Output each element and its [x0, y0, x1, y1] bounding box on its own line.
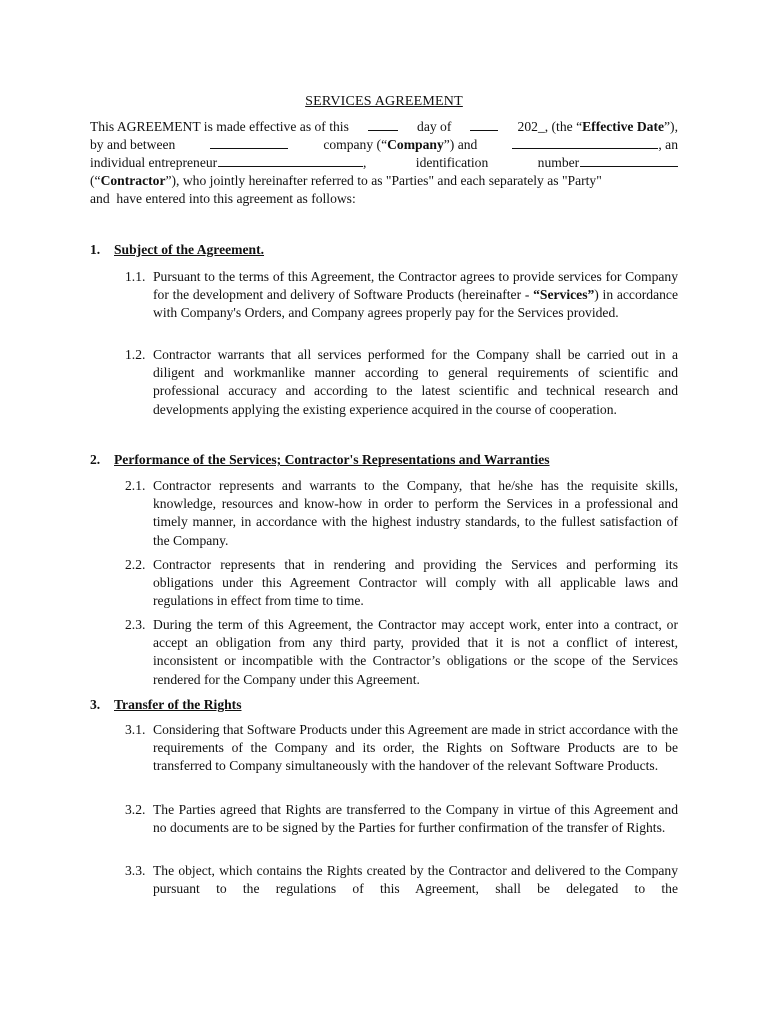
clause	[125, 346, 678, 419]
section-heading	[90, 697, 242, 713]
clause-number: 2.1.	[125, 478, 146, 493]
preamble-text: individual entrepreneur	[90, 155, 218, 170]
preamble-line-4	[90, 172, 678, 190]
blank-day	[368, 118, 398, 131]
clause-number: 3.1.	[125, 722, 146, 737]
document-title: SERVICES AGREEMENT	[305, 94, 463, 109]
clause-text: The Parties agreed that Rights are transferred to the Company in virtue of this Agreement and no documents are to be signed by the Parties for further confirmation of the transfer of Rights.	[153, 802, 678, 836]
clause	[125, 556, 678, 611]
blank-contractor-name	[512, 136, 658, 149]
clause-number: 3.2.	[125, 802, 146, 817]
preamble-text: (“	[90, 173, 101, 188]
blank-identification-number	[580, 154, 678, 167]
clause-text: During the term of this Agreement, the Contractor may accept work, enter into a contract, or accept an obligation from any third party, provided that it is not a conflict of interest, inconsistent or incompatible with the Contractor’s obligations or the scope of the Services rendered for the Company under this Agreement.	[153, 617, 678, 687]
clause-text: Contractor represents that in rendering and providing the Services and performing its obligations under this Agreement Contractor will comply with all applicable laws and regulations in effect from time to time.	[153, 557, 678, 609]
preamble-text: ”), who jointly hereinafter referred to as "Parties" and each separately as "Party"	[165, 173, 602, 188]
preamble-text: ”),	[664, 119, 678, 134]
clause-number: 1.2.	[125, 347, 146, 362]
preamble-line-5	[90, 190, 678, 208]
clause-text-part: ) in accordance with Company's Orders, and Company agrees properly pay for the Services provided.	[153, 287, 678, 321]
preamble-text: ”) and	[443, 137, 478, 152]
clause	[125, 862, 678, 898]
preamble-text: by and between	[90, 137, 176, 152]
clause	[125, 721, 678, 776]
clause-number: 1.1.	[125, 269, 146, 284]
clause-number: 2.3.	[125, 617, 146, 632]
company-term: Company	[387, 137, 444, 152]
clause-text: Contractor represents and warrants to the Company, that he/she has the requisite skills, knowledge, resources and know-how in order to perform the Services in a professional and timely manner, in accordance with the highest industry standards, to the fullest satisfaction of the Company.	[153, 478, 678, 548]
section-number: 3.	[90, 697, 101, 712]
contractor-term: Contractor	[100, 173, 166, 188]
preamble-line-2	[90, 136, 678, 154]
clause	[125, 268, 678, 323]
preamble-text: company (“	[323, 137, 388, 152]
blank-entrepreneur-name	[218, 154, 363, 167]
preamble-text: and have entered into this agreement as follows:	[90, 191, 356, 206]
clause	[125, 477, 678, 550]
section-number: 2.	[90, 452, 101, 467]
section-number: 1.	[90, 242, 101, 257]
preamble-text: 202_, (the “	[517, 119, 583, 134]
clause-text: The object, which contains the Rights created by the Contractor and delivered to the Company pursuant to the regulations of this Agreement, shall be delegated to the	[153, 863, 678, 897]
preamble-text: This AGREEMENT is made effective as of this	[90, 119, 349, 134]
preamble-text: day of	[417, 119, 452, 134]
clause-text: Contractor warrants that all services performed for the Company shall be carried out in a diligent and workmanlike manner according to general requirements of scientific and professional accuracy and according to the latest scientific and technical research and developments applying the existing experience acquired in the course of cooperation.	[153, 347, 678, 417]
clause	[125, 801, 678, 837]
services-term: “Services”	[533, 287, 595, 303]
effective-date-term: Effective Date	[582, 119, 665, 134]
section-heading	[90, 242, 264, 258]
blank-company-name	[210, 136, 288, 149]
preamble	[90, 118, 678, 208]
preamble-line-1	[90, 118, 678, 136]
section-title: Subject of the Agreement.	[114, 242, 265, 257]
section-heading	[90, 452, 550, 468]
blank-month	[470, 118, 498, 131]
preamble-text: , an	[658, 137, 678, 152]
clause-number: 3.3.	[125, 863, 146, 878]
clause-text: Considering that Software Products under this Agreement are made in strict accordance with the requirements of the Company and its order, the Rights on Software Products are to be transferred to Company simultaneously with the handover of the relevant Software Products.	[153, 722, 678, 774]
preamble-line-3	[90, 154, 678, 172]
preamble-text: , identification number	[363, 155, 580, 170]
clause-number: 2.2.	[125, 557, 146, 572]
clause-text-part: Pursuant to the terms of this Agreement, the Contractor agrees to provide services for Company for the development and delivery of Software Products (hereinafter -	[153, 269, 678, 303]
section-title: Transfer of the Rights	[114, 697, 242, 712]
section-title: Performance of the Services; Contractor's Representations and Warranties	[114, 452, 550, 467]
clause-text	[153, 268, 678, 323]
clause	[125, 616, 678, 689]
